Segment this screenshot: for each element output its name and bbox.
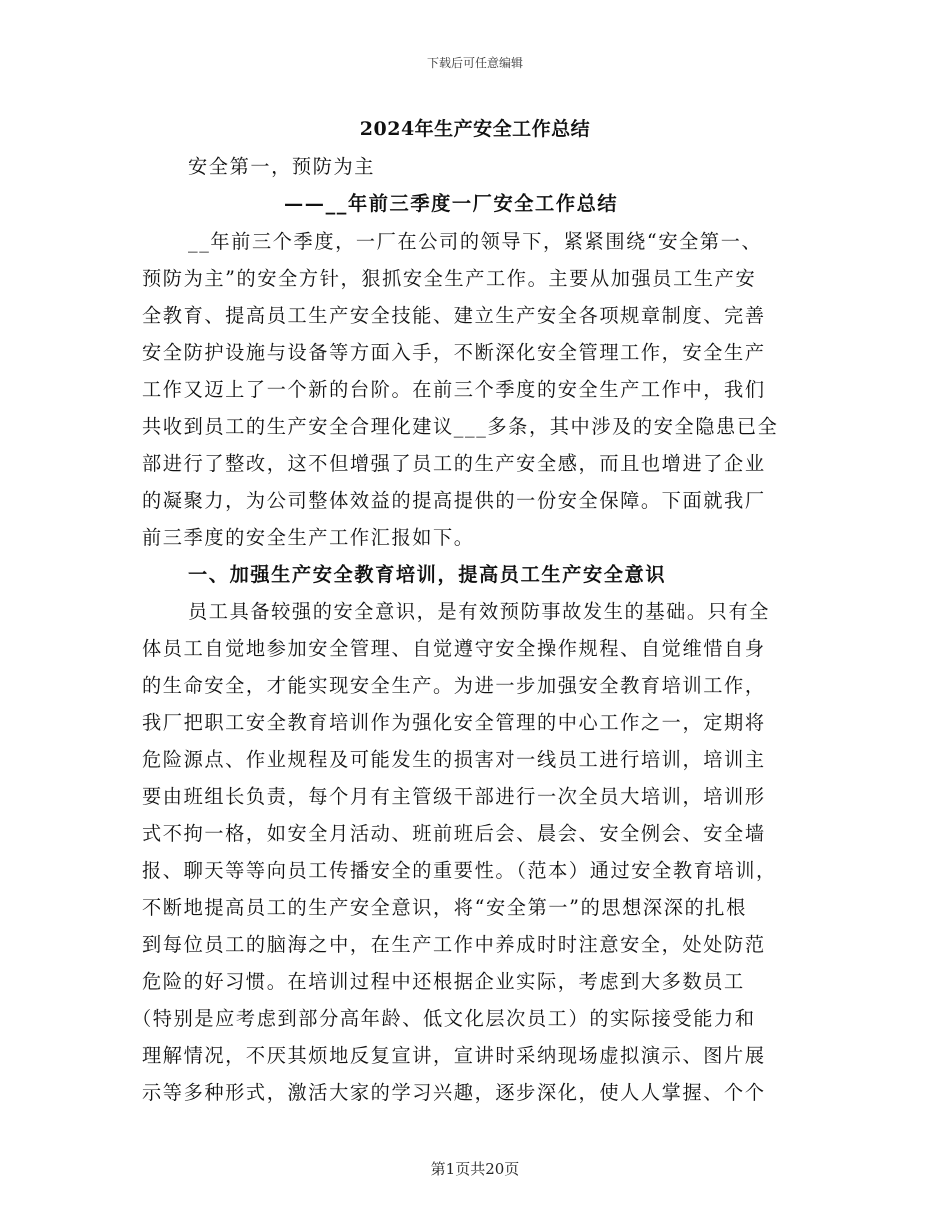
body-line: 示等多种形式，激活大家的学习兴趣，逐步深化，使人人掌握、个个 (142, 1081, 766, 1104)
body-line: （特别是应考虑到部分高年龄、低文化层次员工）的实际接受能力和 (132, 1007, 756, 1030)
body-line: 不断地提高员工的生产安全意识，将“安全第一”的思想深深的扎根 (142, 896, 747, 919)
section-heading: 一、加强生产安全教育培训，提高员工生产安全意识 (188, 563, 667, 586)
body-line: 危险源点、作业规程及可能发生的损害对一线员工进行培训，培训主 (142, 748, 766, 771)
body-line: 部进行了整改，这不但增强了员工的生产安全感，而且也增进了企业 (142, 452, 766, 475)
body-line: __年前三个季度，一厂在公司的领导下，紧紧围绕“安全第一、 (188, 230, 763, 253)
body-line: 的凝聚力，为公司整体效益的提高提供的一份安全保障。下面就我厂 (142, 489, 766, 512)
subtitle-motto: 安全第一，预防为主 (188, 155, 376, 178)
page-number: 第1页共20页 (430, 1160, 520, 1178)
subtitle-report: ——__年前三季度一厂安全工作总结 (284, 192, 619, 215)
body-line: 式不拘一格，如安全月活动、班前班后会、晨会、安全例会、安全墙 (142, 822, 766, 845)
body-line: 工作又迈上了一个新的台阶。在前三个季度的安全生产工作中，我们 (142, 378, 766, 401)
body-line: 前三季度的安全生产工作汇报如下。 (142, 526, 475, 549)
body-line: 体员工自觉地参加安全管理、自觉遵守安全操作规程、自觉维惜自身 (142, 637, 766, 660)
body-line: 共收到员工的生产安全合理化建议___多条，其中涉及的安全隐患已全 (142, 415, 779, 438)
body-line: 理解情况，不厌其烦地反复宣讲，宣讲时采纳现场虚拟演示、图片展 (142, 1044, 766, 1067)
body-line: 安全防护设施与设备等方面入手，不断深化安全管理工作，安全生产 (142, 341, 766, 364)
body-line: 我厂把职工安全教育培训作为强化安全管理的中心工作之一，定期将 (142, 711, 766, 734)
body-line: 危险的好习惯。在培训过程中还根据企业实际，考虑到大多数员工 (142, 970, 745, 993)
body-line: 要由班组长负责，每个月有主管级干部进行一次全员大培训，培训形 (142, 785, 766, 808)
body-line: 员工具备较强的安全意识，是有效预防事故发生的基础。只有全 (188, 600, 771, 623)
body-line: 预防为主”的安全方针，狠抓安全生产工作。主要从加强员工生产安 (142, 267, 757, 290)
body-line: 全教育、提高员工生产安全技能、建立生产安全各项规章制度、完善 (142, 304, 766, 327)
body-line: 的生命安全，才能实现安全生产。为进一步加强安全教育培训工作， (142, 674, 766, 697)
body-line: 到每位员工的脑海之中，在生产工作中养成时时注意安全，处处防范 (142, 933, 766, 956)
body-line: 报、聊天等等向员工传播安全的重要性。（范本）通过安全教育培训， (142, 859, 777, 882)
page-header: 下载后可任意编辑 (426, 56, 523, 70)
document-title: 2024年生产安全工作总结 (359, 118, 591, 140)
